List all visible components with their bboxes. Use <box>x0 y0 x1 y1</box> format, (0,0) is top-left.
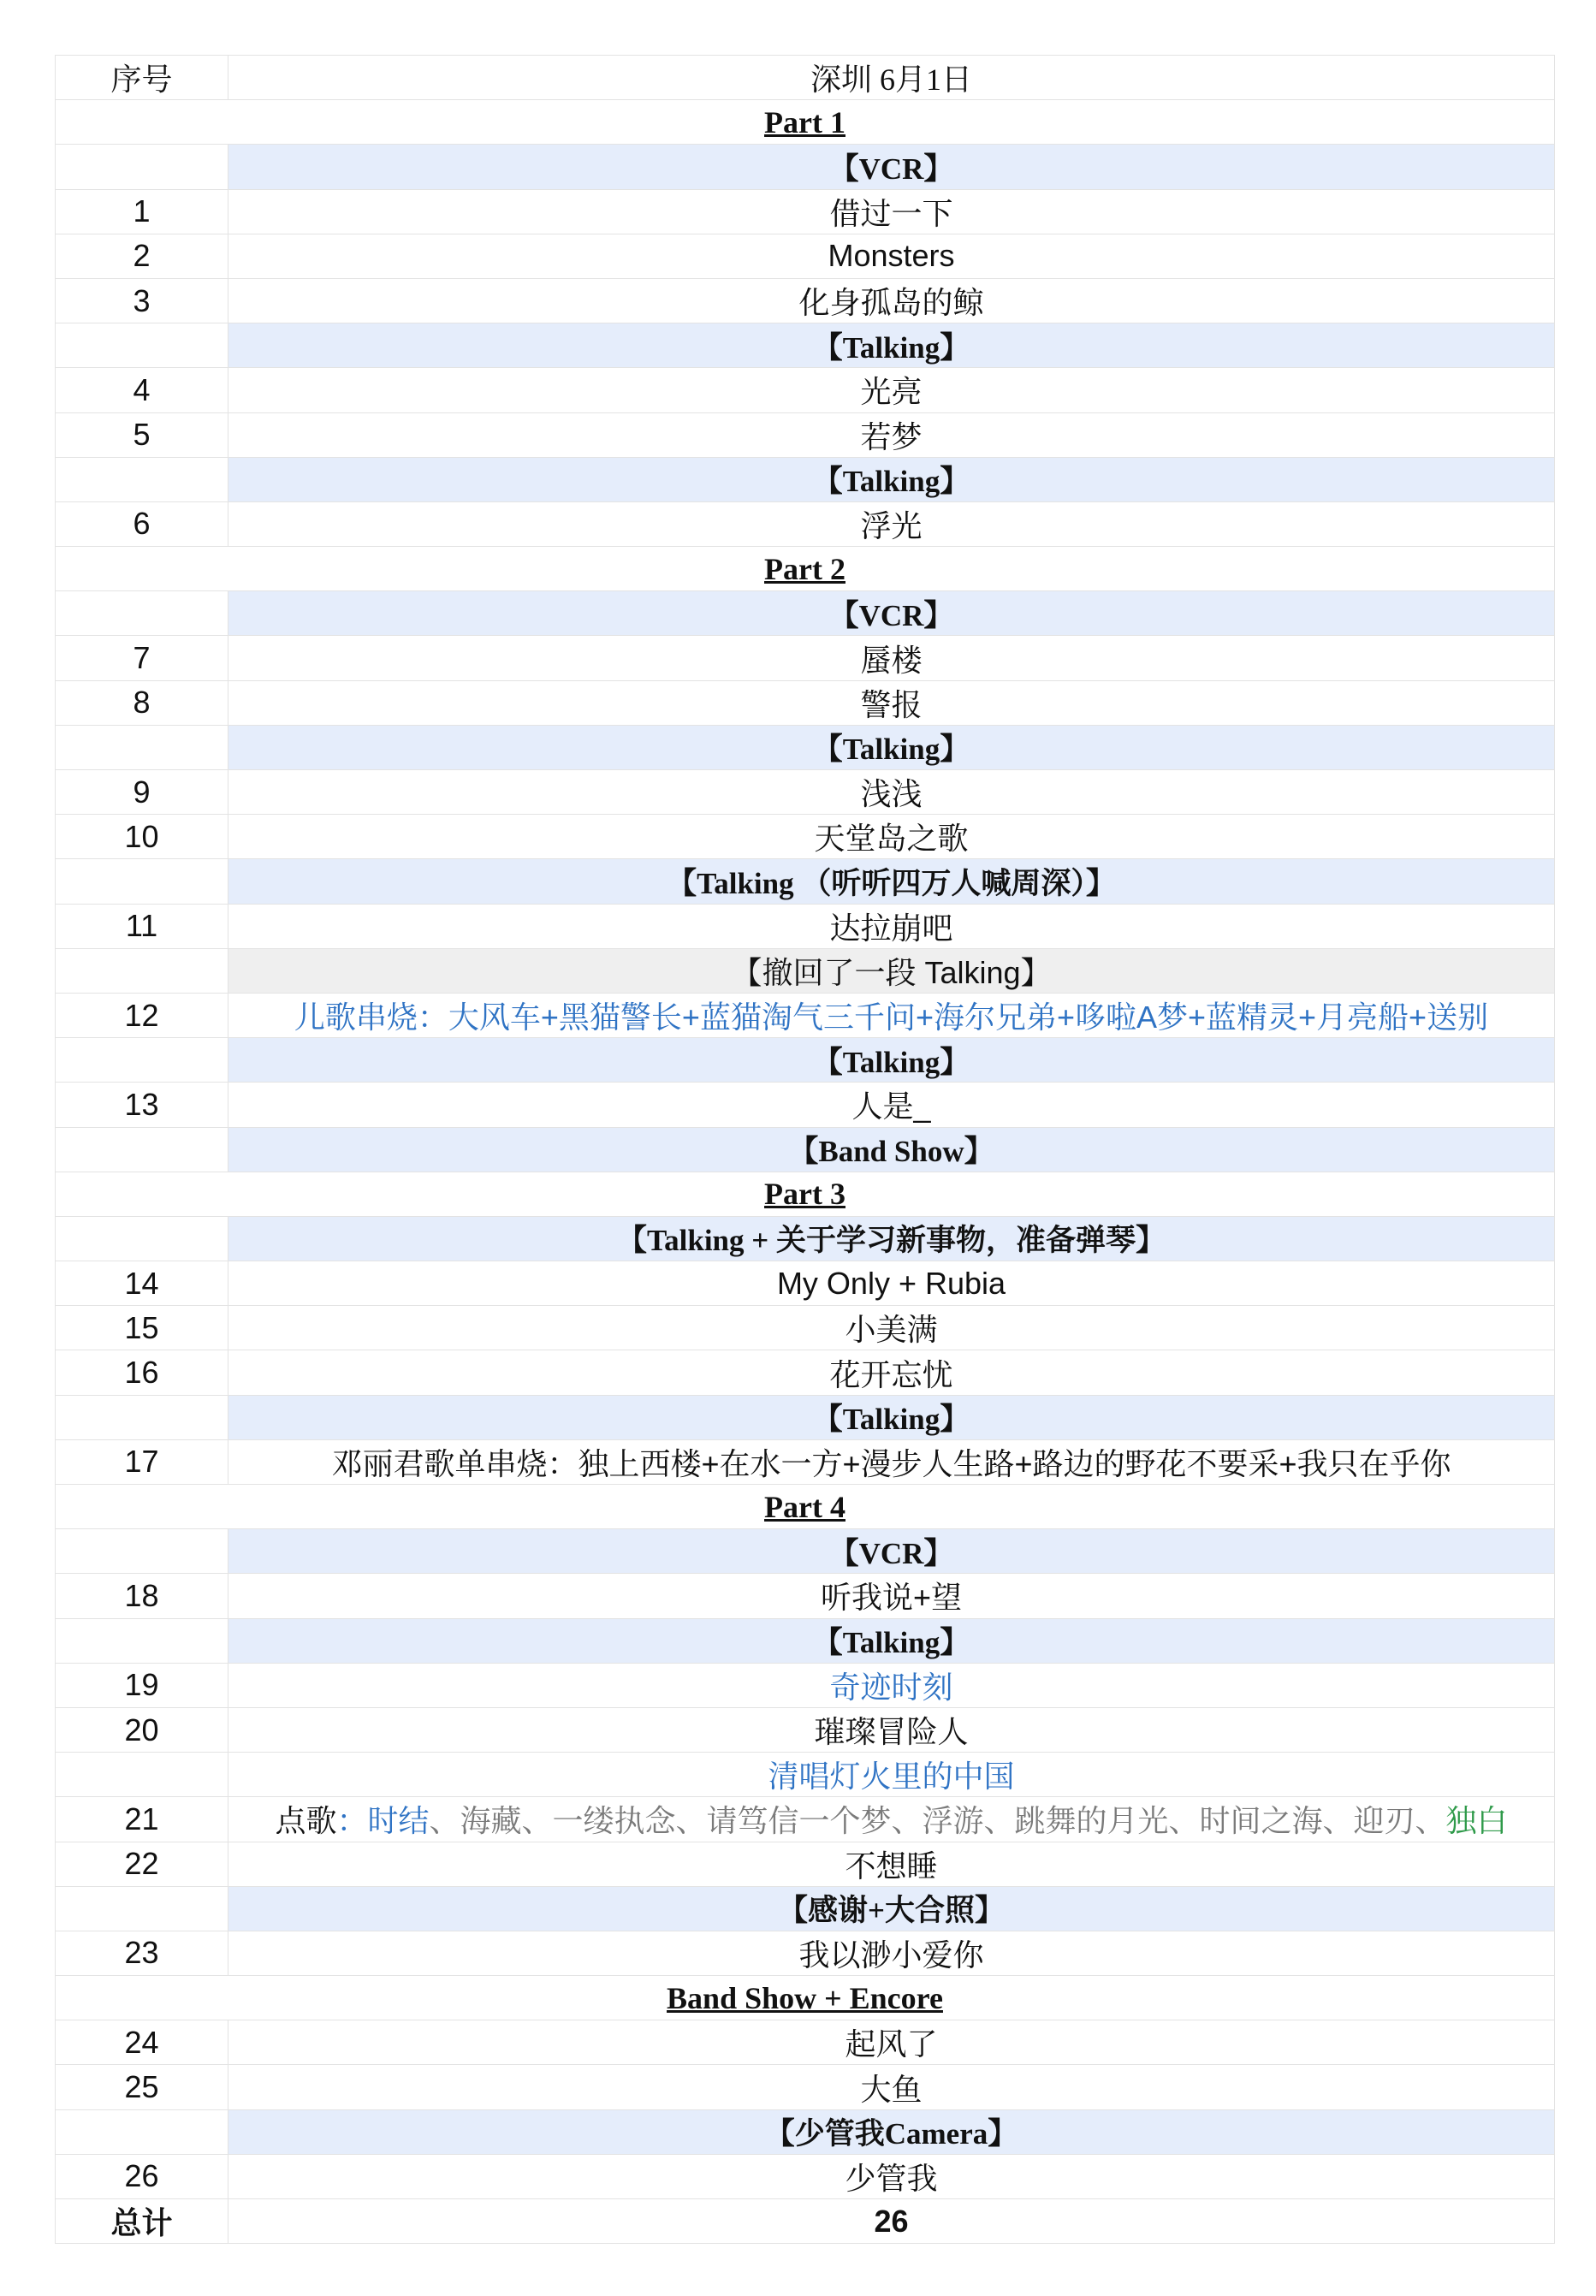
segment-row <box>56 457 1555 501</box>
part-row <box>56 1976 1555 2020</box>
song-number: 10 <box>56 815 228 859</box>
song-row <box>56 368 1555 412</box>
song-row <box>56 1707 1555 1752</box>
song-number: 12 <box>56 993 228 1037</box>
song-number: 2 <box>56 234 228 278</box>
song-row <box>56 636 1555 680</box>
song-title: 达拉崩吧 <box>228 904 1555 948</box>
song-title: 浮光 <box>228 501 1555 546</box>
song-row <box>56 1261 1555 1306</box>
song-row <box>56 501 1555 546</box>
part-label: Part 3 <box>764 1177 845 1212</box>
song-row <box>56 1797 1555 1842</box>
song-number: 8 <box>56 680 228 725</box>
part-label: Part 1 <box>764 104 845 139</box>
song-title: 起风了 <box>228 2020 1555 2065</box>
song-row <box>56 1306 1555 1350</box>
song-row <box>56 412 1555 457</box>
segment-row <box>56 2109 1555 2154</box>
segment-label: 【Talking】 <box>228 1618 1555 1663</box>
segment-row <box>56 1395 1555 1439</box>
song-title: 不想睡 <box>228 1842 1555 1886</box>
segment-label: 【VCR】 <box>228 591 1555 636</box>
part-row <box>56 547 1555 591</box>
song-title: 我以渺小爱你 <box>228 1931 1555 1975</box>
song-number: 18 <box>56 1574 228 1618</box>
song-number: 15 <box>56 1306 228 1350</box>
segment-row <box>56 1216 1555 1261</box>
song-title: 光亮 <box>228 368 1555 412</box>
song-title: My Only + Rubia <box>228 1261 1555 1306</box>
segment-label: 【Band Show】 <box>228 1127 1555 1172</box>
song-number: 17 <box>56 1439 228 1484</box>
song-number: 22 <box>56 1842 228 1886</box>
part-row <box>56 1172 1555 1216</box>
song-number: 13 <box>56 1083 228 1127</box>
request-middle: 、海藏、一缕执念、请笃信一个梦、浮游、跳舞的月光、时间之海、迎刃、 <box>429 1803 1446 1839</box>
song-row <box>56 770 1555 815</box>
song-title: 浅浅 <box>228 770 1555 815</box>
segment-label: 【Talking + 关于学习新事物，准备弹琴】 <box>228 1216 1555 1261</box>
song-title: 奇迹时刻 <box>228 1663 1555 1707</box>
song-title: 若梦 <box>228 412 1555 457</box>
song-row <box>56 234 1555 278</box>
segment-row <box>56 1886 1555 1931</box>
segment-label: 【Talking】 <box>228 1395 1555 1439</box>
song-row <box>56 2154 1555 2198</box>
part-label: Part 2 <box>764 551 845 586</box>
song-row <box>56 2020 1555 2065</box>
song-title: 警报 <box>228 680 1555 725</box>
song-row <box>56 993 1555 1037</box>
request-colon: ： <box>336 1803 368 1839</box>
song-title: 璀璨冒险人 <box>228 1707 1555 1752</box>
song-title: 儿歌串烧：大风车+黑猫警长+蓝猫淘气三千问+海尔兄弟+哆啦A梦+蓝精灵+月亮船+送别 <box>228 993 1555 1037</box>
song-title: 清唱灯火里的中国 <box>228 1753 1555 1797</box>
request-prefix: 点歌 <box>275 1803 337 1839</box>
request-last: 独白 <box>1445 1803 1508 1839</box>
segment-label: 【VCR】 <box>228 145 1555 189</box>
song-title: 少管我 <box>228 2154 1555 2198</box>
song-number: 23 <box>56 1931 228 1975</box>
segment-label: 【少管我Camera】 <box>228 2109 1555 2154</box>
song-row <box>56 815 1555 859</box>
song-number: 6 <box>56 501 228 546</box>
song-row <box>56 1350 1555 1395</box>
song-row <box>56 1574 1555 1618</box>
setlist-table <box>55 55 1555 2244</box>
song-row <box>56 1663 1555 1707</box>
segment-row <box>56 1529 1555 1574</box>
segment-label: 【感谢+大合照】 <box>228 1886 1555 1931</box>
request-first: 时结 <box>367 1803 430 1839</box>
segment-label: 【Talking】 <box>228 725 1555 769</box>
header-title: 深圳 6月1日 <box>228 56 1555 100</box>
song-number: 9 <box>56 770 228 815</box>
segment-label: 【撤回了一段 Talking】 <box>228 948 1555 993</box>
song-number: 24 <box>56 2020 228 2065</box>
song-row <box>56 278 1555 323</box>
segment-row <box>56 145 1555 189</box>
segment-label: 【VCR】 <box>228 1529 1555 1574</box>
segment-label: 【Talking （听听四万人喊周深）】 <box>228 859 1555 904</box>
song-title: 天堂岛之歌 <box>228 815 1555 859</box>
song-row <box>56 2065 1555 2109</box>
segment-row <box>56 1127 1555 1172</box>
song-number: 19 <box>56 1663 228 1707</box>
song-title: 小美满 <box>228 1306 1555 1350</box>
song-row <box>56 904 1555 948</box>
part-row <box>56 100 1555 145</box>
song-number: 14 <box>56 1261 228 1306</box>
total-value: 26 <box>228 2199 1555 2244</box>
song-title: 听我说+望 <box>228 1574 1555 1618</box>
segment-label: 【Talking】 <box>228 457 1555 501</box>
song-number: 11 <box>56 904 228 948</box>
song-row <box>56 1083 1555 1127</box>
song-title: 蜃楼 <box>228 636 1555 680</box>
song-number: 21 <box>56 1797 228 1842</box>
song-number <box>56 1753 228 1797</box>
segment-row <box>56 323 1555 368</box>
segment-label: 【Talking】 <box>228 1038 1555 1083</box>
song-title: 邓丽君歌单串烧：独上西楼+在水一方+漫步人生路+路边的野花不要采+我只在乎你 <box>228 1439 1555 1484</box>
song-row <box>56 1931 1555 1975</box>
song-title: 化身孤岛的鲸 <box>228 278 1555 323</box>
song-number: 7 <box>56 636 228 680</box>
header-row <box>56 56 1555 100</box>
song-title: 借过一下 <box>228 189 1555 234</box>
part-row <box>56 1485 1555 1529</box>
part-label: Part 4 <box>764 1489 845 1524</box>
song-title-request <box>228 1797 1555 1842</box>
segment-row <box>56 859 1555 904</box>
song-number: 16 <box>56 1350 228 1395</box>
song-title: 花开忘忧 <box>228 1350 1555 1395</box>
song-title: 人是_ <box>228 1083 1555 1127</box>
song-number: 25 <box>56 2065 228 2109</box>
song-number: 20 <box>56 1707 228 1752</box>
total-label: 总计 <box>56 2199 228 2244</box>
song-number: 1 <box>56 189 228 234</box>
total-row <box>56 2199 1555 2244</box>
segment-row <box>56 1618 1555 1663</box>
song-row <box>56 680 1555 725</box>
song-title: Monsters <box>228 234 1555 278</box>
segment-row <box>56 725 1555 769</box>
segment-row <box>56 591 1555 636</box>
song-number: 4 <box>56 368 228 412</box>
song-row <box>56 1753 1555 1797</box>
song-row <box>56 189 1555 234</box>
song-number: 3 <box>56 278 228 323</box>
song-title: 大鱼 <box>228 2065 1555 2109</box>
song-row <box>56 1842 1555 1886</box>
song-row <box>56 1439 1555 1484</box>
song-number: 26 <box>56 2154 228 2198</box>
song-number: 5 <box>56 412 228 457</box>
segment-label: 【Talking】 <box>228 323 1555 368</box>
part-label: Band Show + Encore <box>667 1980 943 2015</box>
header-index: 序号 <box>56 56 228 100</box>
segment-row <box>56 1038 1555 1083</box>
segment-row <box>56 948 1555 993</box>
